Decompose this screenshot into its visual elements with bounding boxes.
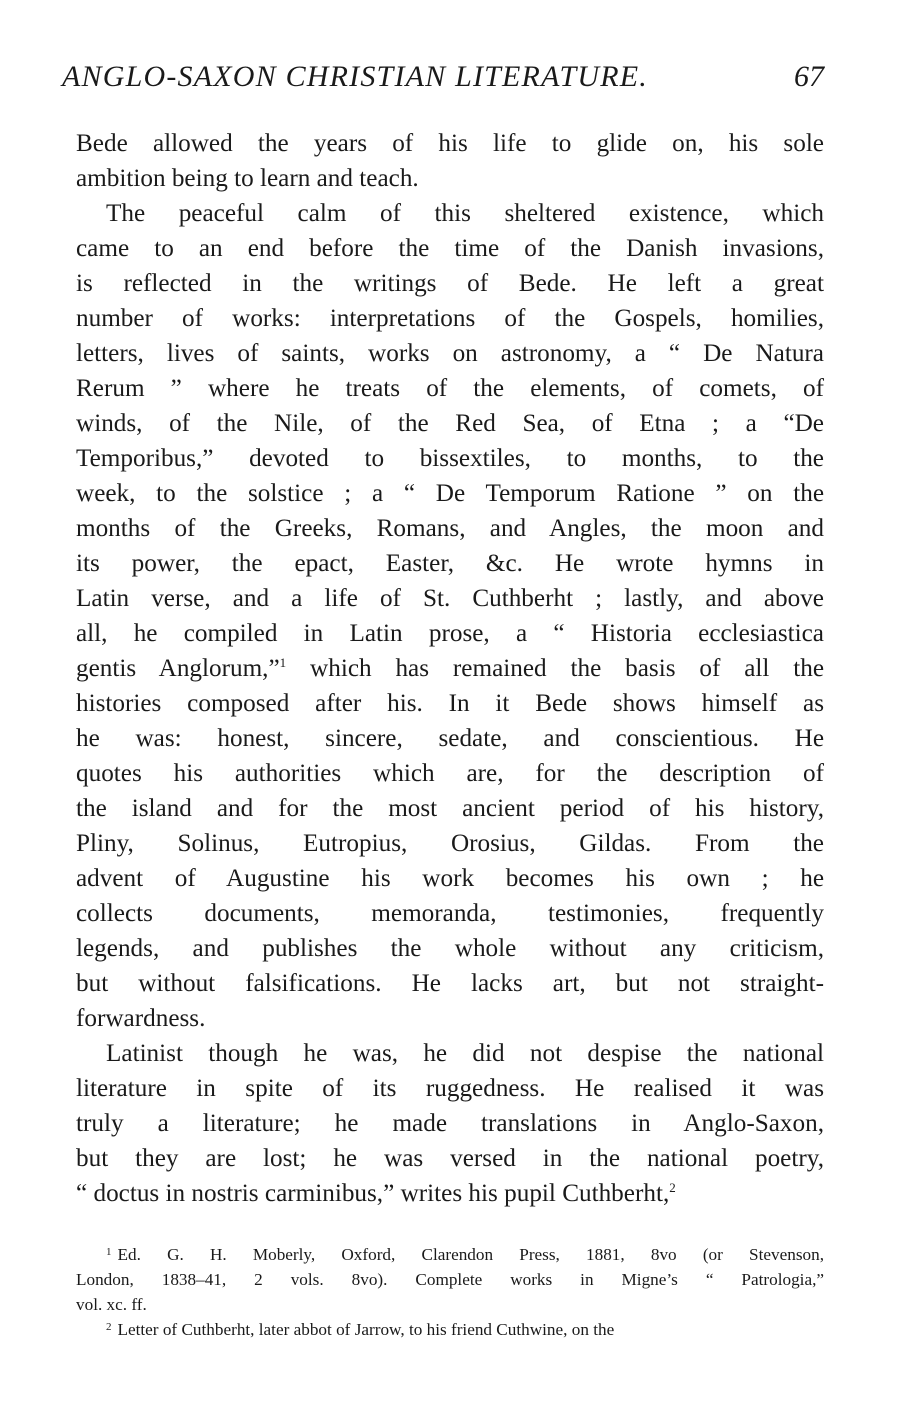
footnote-text: Ed. G. H. Moberly, Oxford, Clarendon Press, 1881, 8vo (or Stevenson, — [117, 1245, 824, 1264]
text-line: forwardness. — [76, 1005, 206, 1032]
footnote-reference-1: 1 — [279, 655, 287, 670]
footnote-marker-1: 1 — [106, 1246, 112, 1258]
text-line: the island and for the most ancient period of his history, — [76, 795, 824, 822]
paragraph-start: Latinist though he was, he did not despise the national — [106, 1040, 824, 1067]
text-line: its power, the epact, Easter, &c. He wrote hymns in — [76, 550, 824, 577]
text-line: week, to the solstice ; a “ De Temporum Ratione ” on the — [76, 480, 824, 507]
footnote-2 — [76, 1317, 824, 1342]
footnote-reference-2: 2 — [669, 1180, 676, 1195]
text-line: histories composed after his. In it Bede shows himself as — [76, 690, 824, 717]
footnote-1 — [76, 1242, 824, 1267]
text-line-with-footnote — [76, 651, 824, 686]
text-line: quotes his authorities which are, for the description of — [76, 760, 824, 787]
text-line: Rerum ” where he treats of the elements, of comets, of — [76, 375, 824, 402]
text-line: Bede allowed the years of his life to glide on, his sole — [76, 130, 824, 157]
text-line: came to an end before the time of the Danish invasions, — [76, 235, 824, 262]
text-line: letters, lives of saints, works on astronomy, a “ De Natura — [76, 340, 824, 367]
text-line: months of the Greeks, Romans, and Angles, the moon and — [76, 515, 824, 542]
text-line: is reflected in the writings of Bede. He left a great — [76, 270, 824, 297]
body-text — [76, 126, 824, 1211]
text-line: he was: honest, sincere, sedate, and conscientious. He — [76, 725, 824, 752]
footnote-line: vol. xc. ff. — [76, 1295, 147, 1314]
running-head — [62, 60, 824, 100]
text-fragment: which has remained the basis of all the — [310, 655, 825, 682]
text-fragment: “ doctus in nostris carminibus,” writes his pupil Cuthberht, — [76, 1180, 670, 1207]
text-line: number of works: interpretations of the Gospels, homilies, — [76, 305, 824, 332]
footnotes — [76, 1242, 824, 1342]
text-line: Latin verse, and a life of St. Cuthberht ; lastly, and above — [76, 585, 824, 612]
text-line: winds, of the Nile, of the Red Sea, of Etna ; a “De — [76, 410, 824, 437]
text-line: collects documents, memoranda, testimonies, frequently — [76, 900, 824, 927]
text-line: Temporibus,” devoted to bissextiles, to months, to the — [76, 445, 824, 472]
paragraph-start: The peaceful calm of this sheltered existence, which — [106, 200, 824, 227]
text-line: advent of Augustine his work becomes his own ; he — [76, 865, 824, 892]
text-fragment: gentis Anglorum,” — [76, 655, 280, 682]
text-line: legends, and publishes the whole without any criticism, — [76, 935, 824, 962]
text-line: but they are lost; he was versed in the national poetry, — [76, 1145, 824, 1172]
footnote-line: London, 1838–41, 2 vols. 8vo). Complete works in Migne’s “ Patrologia,” — [76, 1270, 824, 1289]
text-line: all, he compiled in Latin prose, a “ Historia ecclesiastica — [76, 620, 824, 647]
text-line: ambition being to learn and teach. — [76, 165, 419, 192]
text-line: truly a literature; he made translations in Anglo-Saxon, — [76, 1110, 824, 1137]
text-line: Pliny, Solinus, Eutropius, Orosius, Gildas. From the — [76, 830, 824, 857]
text-line-with-footnote — [76, 1176, 824, 1211]
footnote-text: Letter of Cuthberht, later abbot of Jarrow, to his friend Cuthwine, on the — [117, 1320, 615, 1339]
running-head-title: ANGLO-SAXON CHRISTIAN LITERATURE. — [62, 60, 648, 93]
text-line: but without falsifications. He lacks art, but not straight- — [76, 970, 824, 997]
text-line: literature in spite of its ruggedness. He realised it was — [76, 1075, 824, 1102]
page-number: 67 — [794, 60, 824, 93]
footnote-marker-2: 2 — [106, 1321, 112, 1333]
